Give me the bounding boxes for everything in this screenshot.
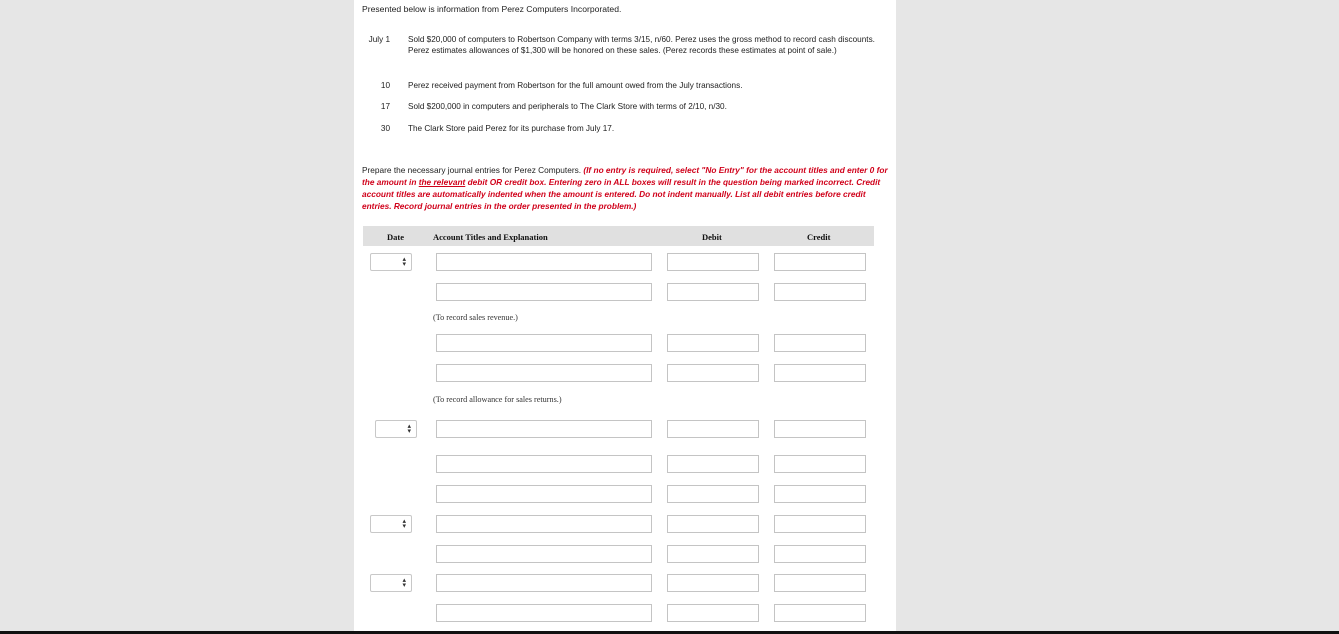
header-date: Date	[387, 232, 404, 242]
credit-input[interactable]	[774, 283, 866, 301]
debit-input[interactable]	[667, 334, 759, 352]
transaction-description: The Clark Store paid Perez for its purchase from July 17.	[408, 124, 615, 133]
credit-input[interactable]	[774, 364, 866, 382]
account-title-input[interactable]	[436, 420, 652, 438]
debit-input[interactable]	[667, 515, 759, 533]
entry-note-allowance: (To record allowance for sales returns.)	[433, 395, 562, 404]
debit-input[interactable]	[667, 364, 759, 382]
debit-input[interactable]	[667, 574, 759, 592]
intro-text: Presented below is information from Perez Computers Incorporated.	[362, 4, 622, 14]
credit-input[interactable]	[774, 253, 866, 271]
transaction-date: July 1	[368, 35, 390, 44]
credit-input[interactable]	[774, 574, 866, 592]
account-title-input[interactable]	[436, 253, 652, 271]
debit-input[interactable]	[667, 455, 759, 473]
header-debit: Debit	[702, 232, 722, 242]
transaction-description: Sold $20,000 of computers to Robertson Company with terms 3/15, n/60. Perez uses the gross method to record cash discounts. Perez estimates allowances of $1,300 will be honored on these sales. (Perez records these estimates at point of sale.)	[408, 35, 875, 55]
credit-input[interactable]	[774, 420, 866, 438]
account-title-input[interactable]	[436, 604, 652, 622]
instructions	[362, 164, 888, 212]
up-down-chevron-icon: ▴ ▾	[402, 256, 406, 268]
up-down-chevron-icon: ▴ ▾	[407, 423, 411, 435]
up-down-chevron-icon: ▴ ▾	[402, 577, 406, 589]
account-title-input[interactable]	[436, 455, 652, 473]
transaction-date: 30	[380, 124, 390, 133]
account-title-input[interactable]	[436, 485, 652, 503]
header-credit: Credit	[807, 232, 831, 242]
date-select-3[interactable]	[370, 515, 412, 533]
journal-table-header	[363, 226, 874, 246]
instructions-underlined: the relevant	[418, 177, 466, 187]
date-select-4[interactable]	[370, 574, 412, 592]
header-account: Account Titles and Explanation	[433, 232, 548, 242]
debit-input[interactable]	[667, 545, 759, 563]
credit-input[interactable]	[774, 604, 866, 622]
account-title-input[interactable]	[436, 283, 652, 301]
account-title-input[interactable]	[436, 574, 652, 592]
instructions-warning-part2: debit OR credit box. Entering zero in ALL boxes will result in the question being marked incorrect. Credit account titles are automatically indented when the amount is entered. Do not indent manually. List all debit entries before credit entries. Record journal entries in the order presented in the problem.)	[362, 177, 881, 211]
transaction-description: Sold $200,000 in computers and peripherals to The Clark Store with terms of 2/10, n/30.	[408, 102, 727, 111]
credit-input[interactable]	[774, 545, 866, 563]
debit-input[interactable]	[667, 420, 759, 438]
account-title-input[interactable]	[436, 545, 652, 563]
account-title-input[interactable]	[436, 334, 652, 352]
instructions-lead: Prepare the necessary journal entries for Perez Computers.	[362, 165, 584, 175]
credit-input[interactable]	[774, 334, 866, 352]
date-select-1[interactable]	[370, 253, 412, 271]
entry-note-sales-revenue: (To record sales revenue.)	[433, 313, 518, 322]
account-title-input[interactable]	[436, 364, 652, 382]
credit-input[interactable]	[774, 485, 866, 503]
credit-input[interactable]	[774, 515, 866, 533]
debit-input[interactable]	[667, 604, 759, 622]
credit-input[interactable]	[774, 455, 866, 473]
debit-input[interactable]	[667, 253, 759, 271]
up-down-chevron-icon: ▴ ▾	[402, 518, 406, 530]
date-select-2[interactable]	[375, 420, 417, 438]
transaction-date: 10	[380, 81, 390, 90]
instructions-warning-part1: (If no entry is required, select "No Entry" for the account titles and enter 0 for the amount in	[362, 165, 888, 187]
debit-input[interactable]	[667, 283, 759, 301]
debit-input[interactable]	[667, 485, 759, 503]
transaction-description: Perez received payment from Robertson for the full amount owed from the July transactions.	[408, 81, 743, 90]
account-title-input[interactable]	[436, 515, 652, 533]
transaction-date: 17	[380, 102, 390, 111]
